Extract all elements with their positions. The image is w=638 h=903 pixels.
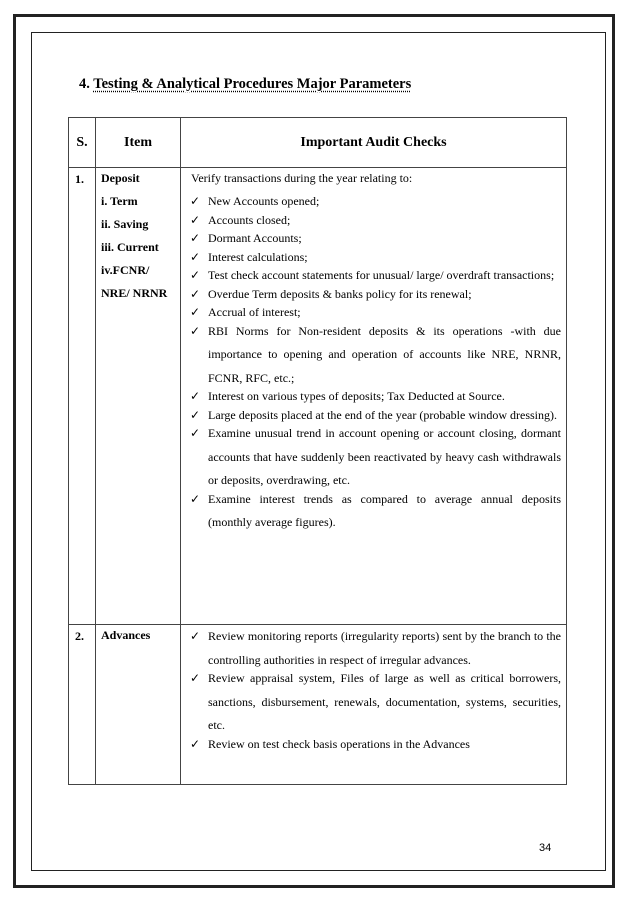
row-item (96, 625, 181, 785)
check-text: Test check account statements for unusual/ large/ overdraft transactions; (208, 268, 555, 282)
check-item (188, 488, 561, 535)
checkmark-icon: ✓ (190, 671, 201, 685)
row-checks (181, 168, 567, 625)
check-text: New Accounts opened; (208, 194, 320, 208)
checkmark-icon: ✓ (190, 249, 201, 264)
item-line: Deposit (101, 171, 140, 185)
item-line: iii. Current (101, 240, 159, 254)
check-text: Interest on various types of deposits; Tax Deducted at Source. (208, 389, 505, 403)
checkmark-icon: ✓ (190, 736, 201, 751)
checkmark-icon: ✓ (190, 426, 201, 440)
check-text: RBI Norms for Non-resident deposits & its operations -with due importance to opening and operation of accounts like NRE, NRNR, FCNR, RFC, etc.; (208, 323, 561, 385)
checkmark-icon: ✓ (190, 305, 201, 319)
item-line: NRE/ NRNR (101, 286, 168, 300)
header-checks: Important Audit Checks (181, 118, 567, 168)
checkmark-icon: ✓ (190, 194, 201, 208)
table-header-row (69, 118, 567, 168)
checkmark-icon: ✓ (190, 231, 201, 245)
checkmark-icon: ✓ (190, 407, 201, 422)
check-text: Accrual of interest; (208, 305, 301, 319)
page-number: 34 (539, 842, 552, 854)
check-text: Large deposits placed at the end of the year (probable window dressing). (208, 407, 557, 422)
audit-table (68, 117, 567, 785)
item-line: Advances (101, 628, 151, 642)
check-text: Review on test check basis operations in the Advances (208, 736, 470, 751)
check-text: Accounts closed; (208, 212, 291, 227)
row-sno: 2. (69, 625, 96, 785)
check-text: Dormant Accounts; (208, 231, 302, 245)
check-item (188, 320, 561, 391)
check-text: Interest calculations; (208, 249, 308, 264)
table-row (69, 625, 567, 785)
row-checks (181, 625, 567, 785)
header-item: Item (96, 118, 181, 168)
check-text: Review appraisal system, Files of large as well as critical borrowers, sanctions, disbursement, renewals, documentation, systems, securities, etc. (208, 671, 561, 732)
table-row (69, 168, 567, 625)
check-item (188, 733, 561, 757)
check-text: Examine interest trends as compared to average annual deposits (monthly average figures). (208, 491, 561, 529)
checkmark-icon: ✓ (190, 323, 201, 338)
checkmark-icon: ✓ (190, 212, 201, 227)
item-line: i. Term (101, 194, 138, 208)
check-text: Overdue Term deposits & banks policy for its renewal; (208, 286, 472, 301)
check-item (188, 667, 561, 738)
item-line: iv.FCNR/ (101, 263, 150, 277)
section-title: Testing & Analytical Procedures Major Parameters (93, 76, 412, 92)
header-sno: S. (69, 118, 96, 168)
checkmark-icon: ✓ (190, 629, 201, 643)
checks-list (188, 625, 561, 756)
check-item (188, 422, 561, 493)
item-line: ii. Saving (101, 217, 149, 231)
checkmark-icon: ✓ (190, 268, 201, 282)
row-item (96, 168, 181, 625)
checks-list (188, 190, 561, 535)
checkmark-icon: ✓ (190, 286, 201, 301)
checks-intro: Verify transactions during the year relating to: (191, 171, 413, 185)
check-text: Examine unusual trend in account opening or account closing, dormant accounts that have suddenly been reactivated by heavy cash withdrawals or deposits, overdrawing, etc. (208, 426, 561, 487)
check-text: Review monitoring reports (irregularity reports) sent by the branch to the controlling authorities in respect of irregular advances. (208, 629, 561, 667)
check-item (188, 625, 561, 672)
checkmark-icon: ✓ (190, 491, 201, 506)
section-number: 4. (79, 76, 90, 92)
section-heading (79, 76, 411, 93)
row-sno: 1. (69, 168, 96, 625)
checkmark-icon: ✓ (190, 389, 201, 403)
